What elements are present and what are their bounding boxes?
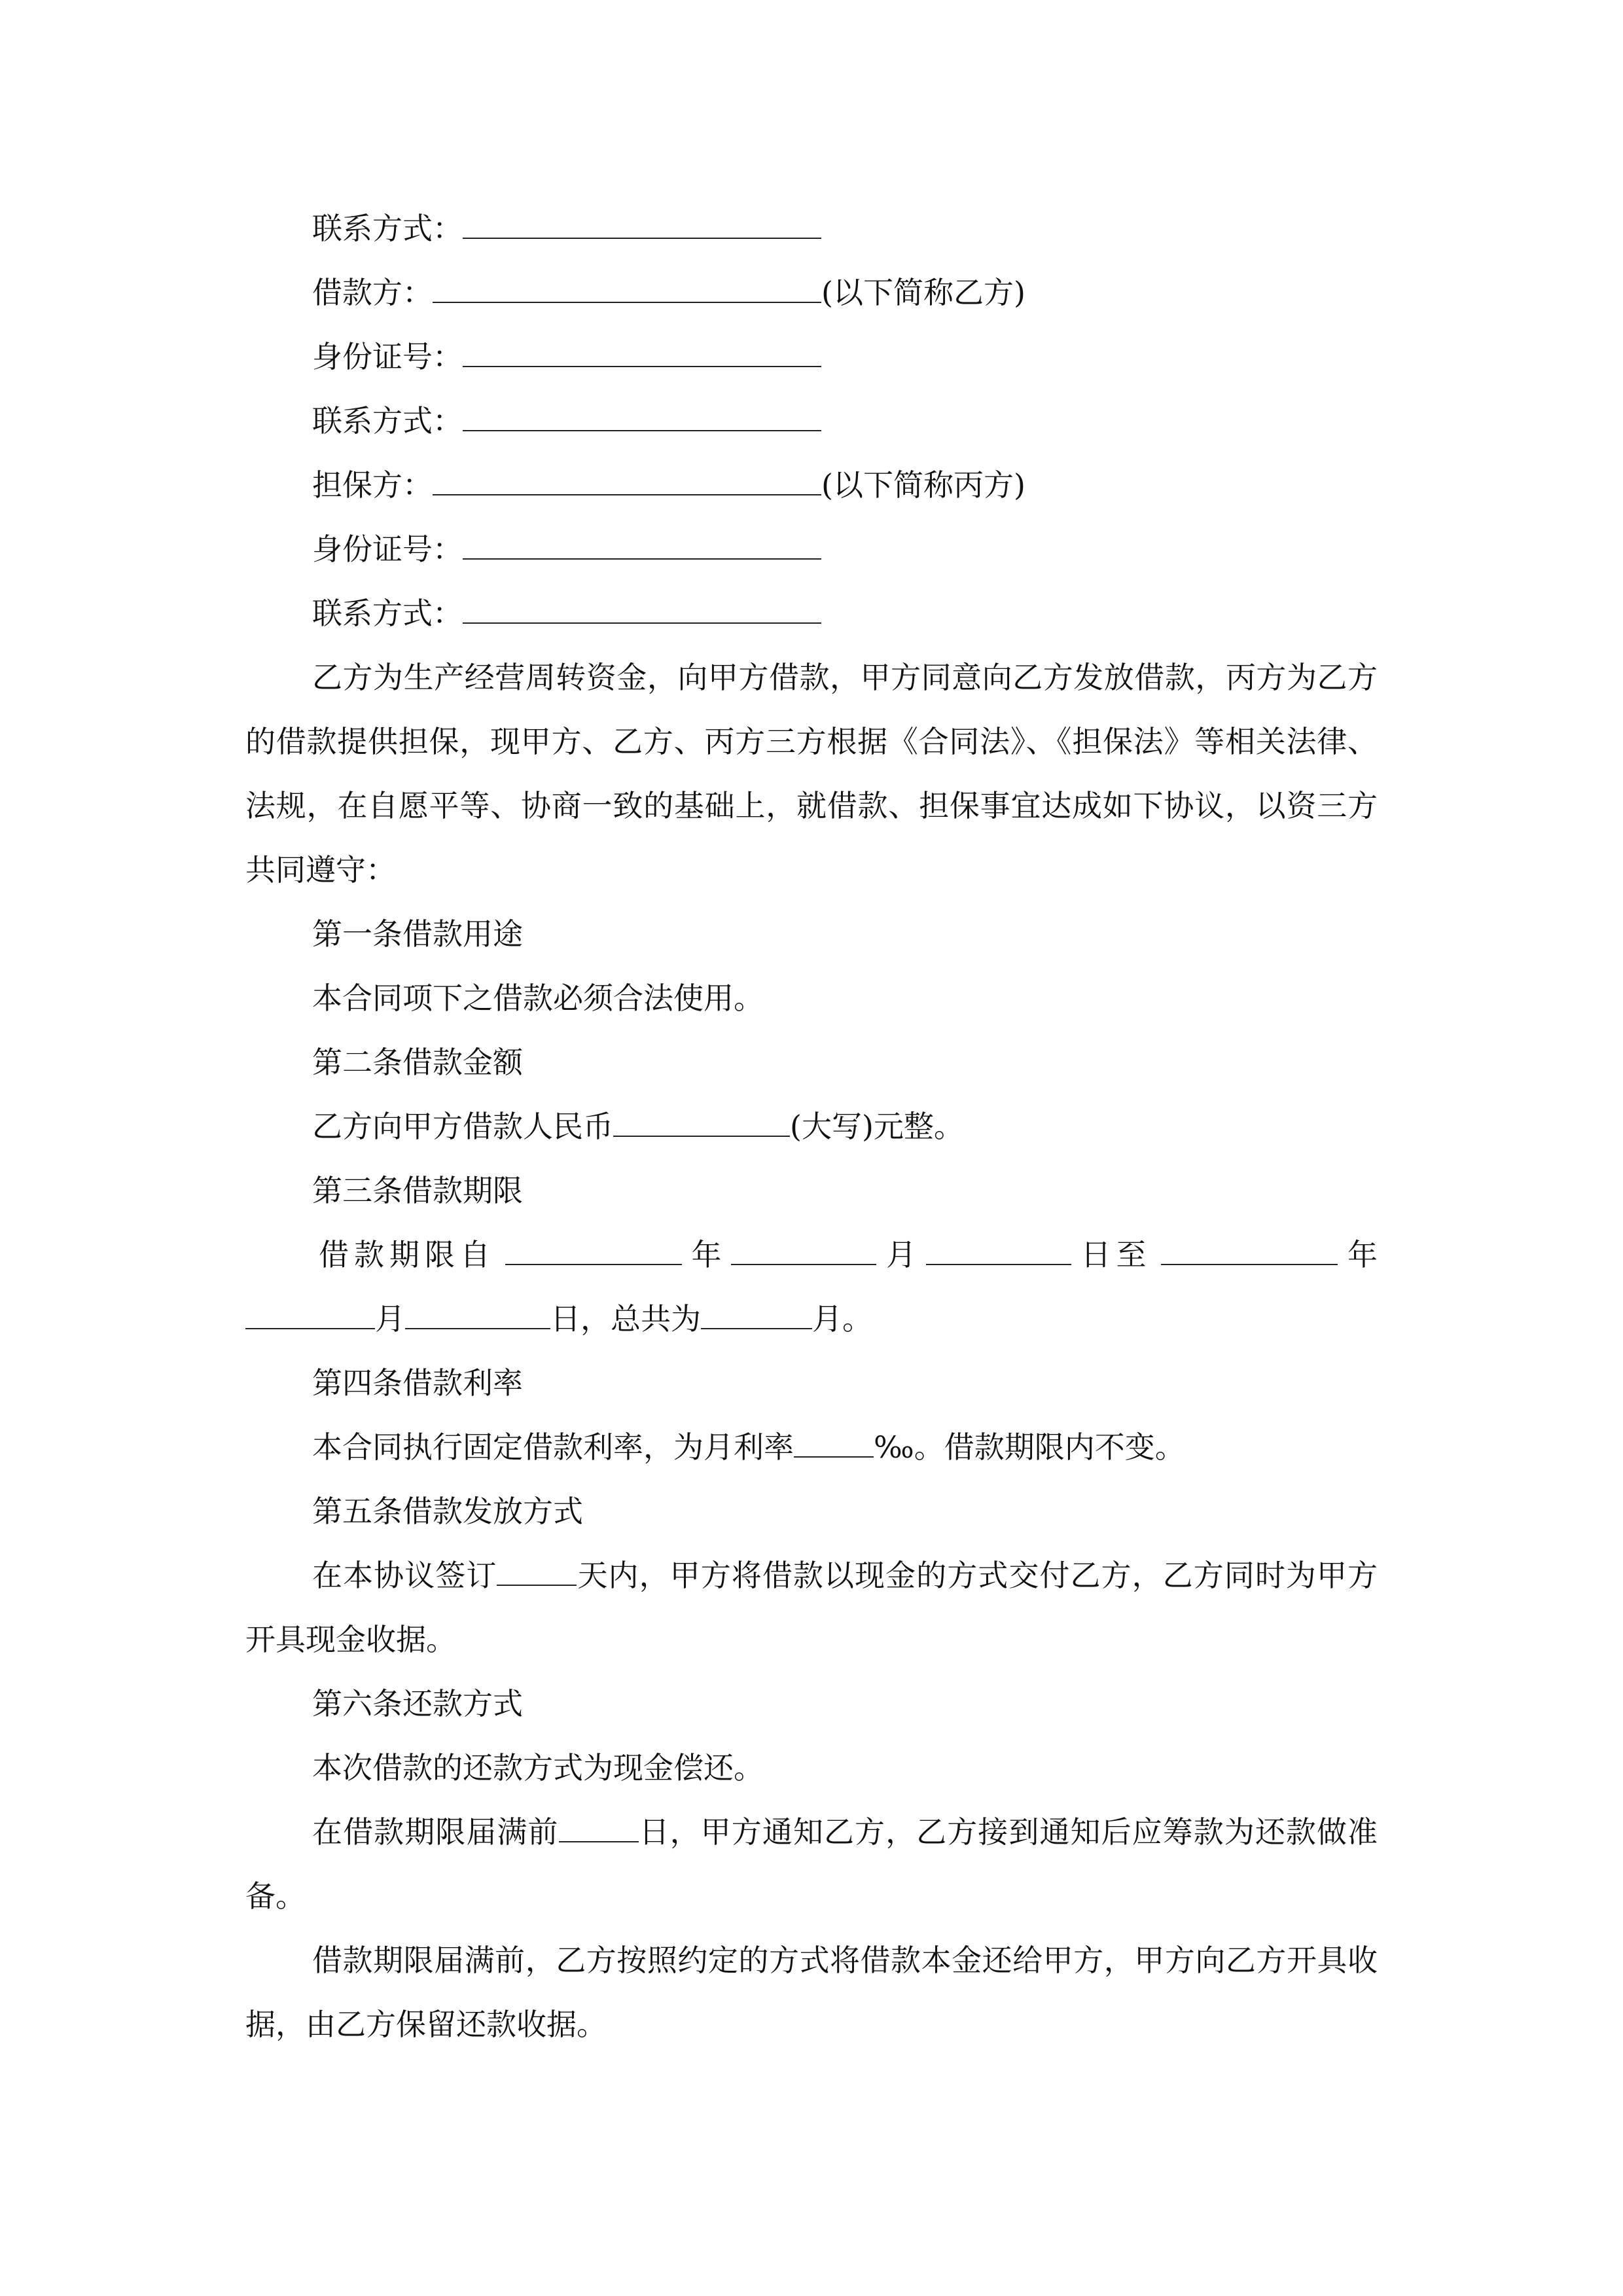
- fill-in-blank: [505, 1238, 682, 1265]
- article-6-body-2: [245, 1800, 1378, 1928]
- fill-in-blank: [613, 1109, 790, 1137]
- fill-in-blank: [463, 596, 821, 624]
- text: 日，甲方通知乙方，乙方接到通知后应筹款为还款做准备。: [245, 1814, 1378, 1914]
- article-6-body-1: 本次借款的还款方式为现金偿还。: [312, 1750, 764, 1785]
- field-label: 身份证号：: [312, 339, 463, 374]
- field-label: 担保方：: [312, 467, 433, 503]
- field-label: 联系方式：: [312, 211, 463, 246]
- article-1-body: 本合同项下之借款必须合法使用。: [312, 980, 764, 1016]
- text: (大写)元整。: [790, 1109, 964, 1144]
- article-2-body: [245, 1094, 1378, 1158]
- party-b-contact-row: [245, 389, 1378, 453]
- field-label: 联系方式：: [312, 403, 463, 439]
- fill-in-blank: [794, 1430, 874, 1458]
- article-6-body-3: 借款期限届满前，乙方按照约定的方式将借款本金还给甲方，甲方向乙方开具收据，由乙方保留还款收据。: [245, 1943, 1378, 2042]
- text: 月: [375, 1301, 405, 1336]
- fill-in-blank: [926, 1238, 1071, 1265]
- fill-in-blank: [463, 532, 821, 560]
- text: 月: [886, 1237, 916, 1272]
- text: 借款期限自: [319, 1237, 495, 1272]
- text: 日，总共为: [550, 1301, 701, 1336]
- party-note: (以下简称乙方): [821, 275, 1026, 310]
- field-label: 借款方：: [312, 275, 433, 310]
- fill-in-blank: [1161, 1238, 1338, 1265]
- text: 在本协议签订: [312, 1558, 497, 1593]
- party-a-contact-row: [245, 196, 1378, 260]
- article-4-body: [245, 1415, 1378, 1479]
- party-b-id-row: [245, 325, 1378, 389]
- field-label: 联系方式：: [312, 596, 463, 631]
- text: 乙方向甲方借款人民币: [312, 1109, 613, 1144]
- fill-in-blank: [463, 340, 821, 367]
- party-c-row: [245, 453, 1378, 517]
- fill-in-blank: [405, 1302, 550, 1329]
- text: 日至: [1080, 1237, 1152, 1272]
- text: 在借款期限届满前: [312, 1814, 559, 1850]
- party-c-contact-row: [245, 581, 1378, 645]
- text: 月。: [812, 1301, 872, 1336]
- article-1-title: 第一条借款用途: [312, 916, 523, 952]
- article-5-title: 第五条借款发放方式: [312, 1494, 583, 1529]
- text: 年: [691, 1237, 722, 1272]
- article-2-title: 第二条借款金额: [312, 1045, 523, 1080]
- contract-body: [245, 196, 1378, 2056]
- article-6-title: 第六条还款方式: [312, 1686, 523, 1721]
- text: 天内，甲方将借款以现金的方式交付乙方，乙方同时为甲方开具现金收据。: [245, 1558, 1378, 1657]
- fill-in-blank: [559, 1815, 639, 1842]
- article-5-body: [245, 1543, 1378, 1672]
- fill-in-blank: [497, 1558, 577, 1586]
- fill-in-blank: [731, 1238, 876, 1265]
- article-3-body-line-1: [245, 1223, 1378, 1287]
- preamble-paragraph: 乙方为生产经营周转资金，向甲方借款，甲方同意向乙方发放借款，丙方为乙方的借款提供担保，现甲方、乙方、丙方三方根据《合同法》、《担保法》等相关法律、法规，在自愿平等、协商一致的基础上，就借款、担保事宜达成如下协议，以资三方共同遵守：: [245, 660, 1378, 888]
- fill-in-blank: [463, 211, 821, 239]
- article-3-title: 第三条借款期限: [312, 1173, 523, 1208]
- fill-in-blank: [463, 404, 821, 431]
- party-b-row: [245, 260, 1378, 325]
- fill-in-blank: [245, 1302, 375, 1329]
- party-note: (以下简称丙方): [821, 467, 1026, 503]
- field-label: 身份证号：: [312, 531, 463, 567]
- fill-in-blank: [701, 1302, 812, 1329]
- text: 年: [1347, 1237, 1378, 1272]
- text: ‰。借款期限内不变。: [874, 1429, 1185, 1465]
- party-c-id-row: [245, 517, 1378, 581]
- article-4-title: 第四条借款利率: [312, 1365, 523, 1401]
- fill-in-blank: [433, 276, 821, 303]
- text: 本合同执行固定借款利率，为月利率: [312, 1429, 794, 1465]
- article-3-body-line-2: [245, 1287, 1378, 1351]
- fill-in-blank: [433, 468, 821, 495]
